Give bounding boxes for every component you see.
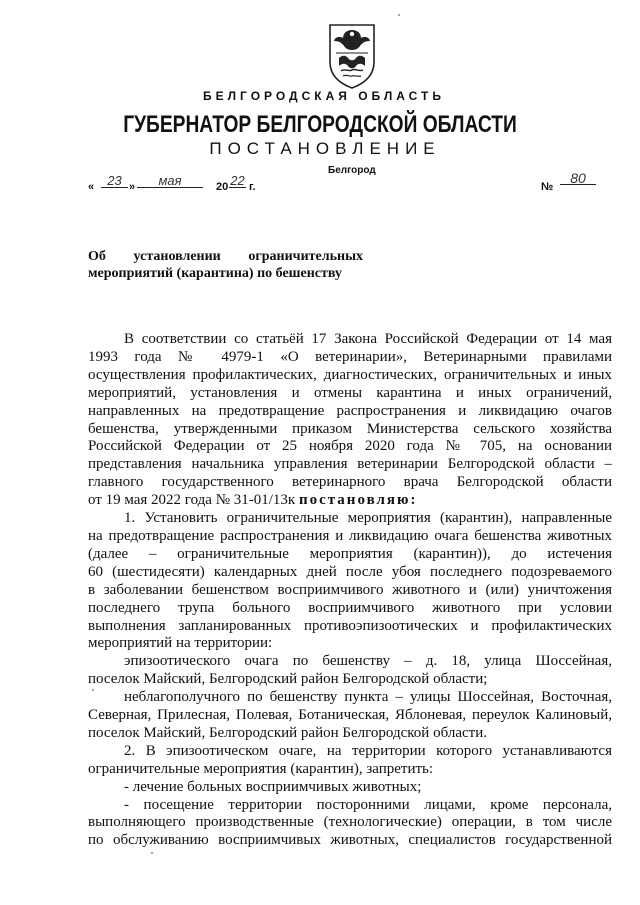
- scan-speck: [151, 852, 153, 854]
- text-line: на предотвращение распространения и ликвидацию очага бешенства животных: [88, 527, 612, 544]
- decree-keyword: постановляю:: [298, 492, 418, 509]
- paragraph-item-1: [88, 510, 612, 653]
- scan-speck: [398, 14, 400, 16]
- region-title: БЕЛГОРОДСКАЯ ОБЛАСТЬ: [203, 89, 445, 103]
- text-line: неблагополучного по бешенству пункта – улицы Шоссейная, Восточная,: [124, 689, 612, 706]
- text-line: бешенства, утвержденными приказом Министерства сельского хозяйства: [88, 420, 612, 437]
- text-line: выполнения запланированных противоэпизоотических и профилактических: [88, 617, 612, 634]
- governor-title: ГУБЕРНАТОР БЕЛГОРОДСКОЙ ОБЛАСТИ: [123, 111, 517, 138]
- text-line: мероприятий на территории:: [88, 635, 273, 652]
- paragraph-prohibition-visits: [88, 797, 612, 851]
- text-line-tail: от 19 мая 2022 года № 31-01/13к: [88, 492, 296, 509]
- text-line: 60 (шестидесяти) календарных дней после убоя последнего подозреваемого: [88, 563, 612, 580]
- paragraph-preamble: [88, 331, 612, 510]
- text-line: Российской Федерации от 25 ноября 2020 года № 705, на основании: [88, 438, 612, 455]
- paragraph-item-2: [88, 743, 612, 779]
- scan-speck: [92, 689, 94, 691]
- text-line: Северная, Прилесная, Полевая, Ботаническая, Яблоневая, переулок Калиновый,: [88, 707, 612, 724]
- text-line: поселок Майский, Белгородский район Белгородской области.: [88, 724, 487, 741]
- document-body: [88, 331, 612, 850]
- text-line: главного государственного ветеринарного врача Белгородской области: [88, 474, 612, 491]
- date-year-suffix: 22: [230, 173, 245, 188]
- text-line: - лечение больных восприимчивых животных;: [124, 778, 422, 795]
- text-line: выполняющего производственные (технологические) операции, в том числе: [88, 814, 612, 831]
- text-line: последнего трупа больного восприимчивого животного при условии: [88, 599, 612, 616]
- text-line: направленных на предотвращение распространения и ликвидацию очагов: [88, 402, 612, 419]
- text-line: (далее – ограничительные мероприятия (карантин)), до истечения: [88, 545, 612, 562]
- text-line: осуществления профилактических, диагностических, ограничительных и иных: [88, 366, 612, 383]
- date-year-prefix: 20: [216, 181, 229, 193]
- text-line: представления начальника управления ветеринарии Белгородской области –: [88, 456, 612, 473]
- text-line: В соответствии со статьёй 17 Закона Российской Федерации от 14 мая: [124, 331, 612, 347]
- text-line: по обслуживанию восприимчивых животных, специалистов государственной: [88, 832, 612, 849]
- paragraph-focus: [88, 653, 612, 689]
- text-line: [88, 492, 612, 510]
- text-line: в заболевании бешенством восприимчивого животного и (или) уничтожения: [88, 581, 612, 598]
- date-day: 23: [101, 175, 128, 188]
- text-line: - посещение территории посторонними лицами, кроме персонала,: [124, 796, 612, 813]
- paragraph-affected-area: [88, 689, 612, 743]
- text-line: 1993 года № 4979-1 «О ветеринарии», Ветеринарными правилами: [88, 348, 612, 365]
- number-label: №: [541, 181, 554, 193]
- date-open-quote: «: [88, 181, 95, 193]
- text-line: мероприятий, установления и отмены карантина и иных ограничений,: [88, 384, 612, 401]
- document-number: 80: [560, 172, 596, 185]
- subject-line: мероприятий (карантина) по бешенству: [88, 266, 342, 281]
- document-type-title: ПОСТАНОВЛЕНИЕ: [209, 139, 441, 158]
- document-subject: [88, 248, 363, 282]
- text-line: ограничительные мероприятия (карантин), запретить:: [88, 760, 434, 777]
- text-line: поселок Майский, Белгородский район Белгородской области;: [88, 671, 488, 688]
- text-line: 1. Установить ограничительные мероприятия (карантин), направленные: [124, 510, 612, 527]
- text-line: эпизоотического очага по бешенству – д. 18, улица Шоссейная,: [124, 653, 612, 670]
- city-label: Белгород: [328, 165, 376, 176]
- text-line: 2. В эпизоотическом очаге, на территории которого устанавливаются: [124, 742, 612, 759]
- date-year-unit: г.: [249, 181, 256, 193]
- subject-line: Об установлении ограничительных: [88, 249, 363, 264]
- date-month: мая: [137, 175, 203, 188]
- coat-of-arms-emblem: [327, 22, 377, 90]
- paragraph-prohibition-treatment: [88, 779, 612, 797]
- date-close-quote: »: [129, 181, 136, 193]
